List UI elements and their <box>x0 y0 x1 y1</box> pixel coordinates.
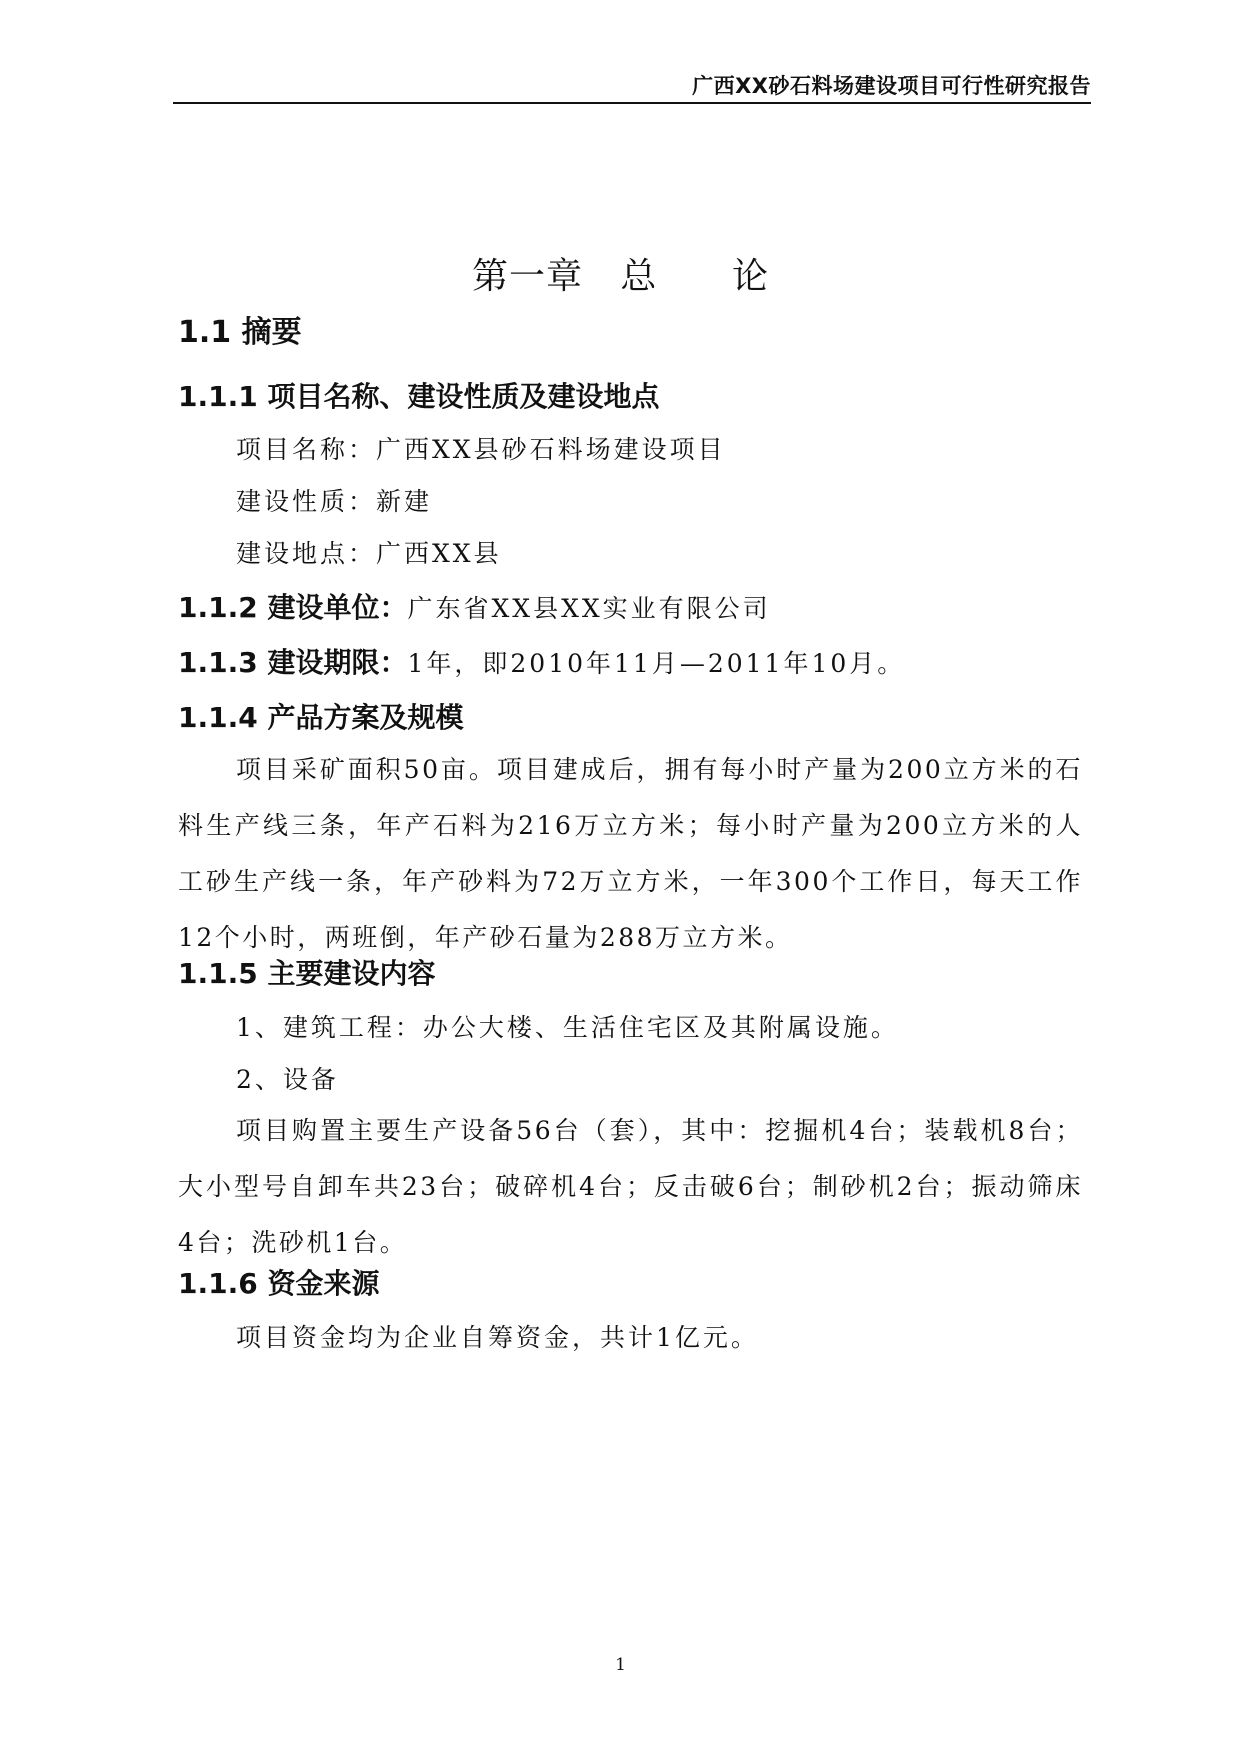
chapter-title: 第一章 总 论 <box>472 256 769 297</box>
construction-period-line <box>178 635 1083 692</box>
product-scale-paragraph: 项目采矿面积50亩。项目建成后，拥有每小时产量为200立方米的石料生产线三条，年产石料为216万立方米；每小时产量为200立方米的人工砂生产线一条，年产砂料为72万立方米，一年300个工作日，每天工作12个小时，两班倒，年产砂石量为288万立方米。 <box>178 755 1083 952</box>
page-number: 1 <box>615 1655 626 1675</box>
equipment-paragraph: 项目购置主要生产设备56台（套），其中：挖掘机4台；装载机8台；大小型号自卸车共23台；破碎机4台；反击破6台；制砂机2台；振动筛床4台；洗砂机1台。 <box>178 1116 1083 1257</box>
project-name-line: 项目名称：广西XX县砂石料场建设项目 <box>236 435 726 464</box>
running-header-title: 广西XX砂石料场建设项目可行性研究报告 <box>692 74 1091 98</box>
construction-unit-line <box>178 580 1083 637</box>
construction-unit-value: 广东省XX县XX实业有限公司 <box>407 594 771 623</box>
funding-source-paragraph: 项目资金均为企业自筹资金，共计1亿元。 <box>236 1323 759 1352</box>
header-divider <box>173 102 1091 104</box>
construction-period-value: 1年，即2010年11月—2011年10月。 <box>407 649 906 678</box>
section-heading-1-1-6: 1.1.6 资金来源 <box>178 1267 380 1300</box>
section-heading-1-1: 1.1 摘要 <box>178 315 302 350</box>
construction-site-line: 建设地点：广西XX县 <box>236 539 502 568</box>
construction-content-item-1: 1、建筑工程：办公大楼、生活住宅区及其附属设施。 <box>236 1013 899 1042</box>
section-heading-1-1-5: 1.1.5 主要建设内容 <box>178 957 436 990</box>
section-heading-1-1-4: 1.1.4 产品方案及规模 <box>178 701 464 734</box>
section-heading-1-1-1: 1.1.1 项目名称、建设性质及建设地点 <box>178 380 660 413</box>
construction-nature-line: 建设性质：新建 <box>236 487 433 516</box>
construction-content-item-2: 2、设备 <box>236 1065 339 1094</box>
construction-unit-label: 1.1.2 建设单位： <box>178 591 408 624</box>
construction-period-label: 1.1.3 建设期限： <box>178 646 408 679</box>
